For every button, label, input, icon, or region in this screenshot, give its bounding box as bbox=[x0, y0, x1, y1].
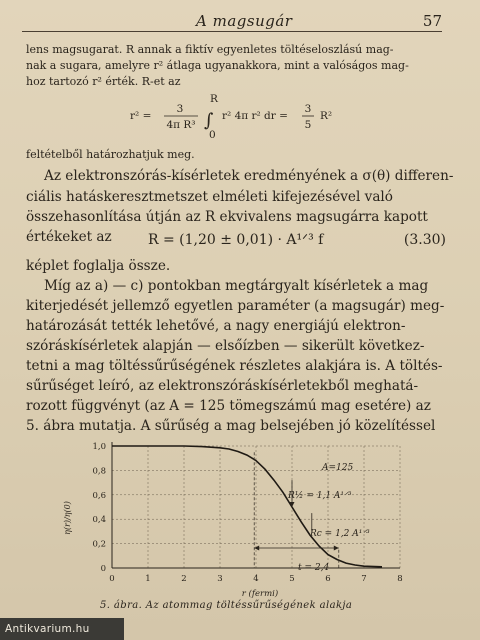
x-tick-label: 5 bbox=[289, 574, 295, 584]
x-tick-label: 4 bbox=[253, 574, 259, 584]
formula-rhs: R² bbox=[320, 110, 333, 122]
y-axis-label: η(r)/η(0) bbox=[63, 501, 72, 535]
annotation-r-half: R½ = 1,1 A¹ᐟ³ bbox=[288, 491, 352, 501]
text-line: értékeket az bbox=[26, 229, 112, 245]
x-tick-label: 1 bbox=[145, 574, 151, 584]
x-tick-label: 6 bbox=[325, 574, 331, 584]
formula-integrand: r² 4π r² dr = bbox=[222, 110, 288, 122]
text-line: rozott függvényt (az A = 125 tömegszámú mag esetére) az bbox=[26, 398, 431, 414]
y-tick-label: 0 bbox=[100, 564, 106, 574]
x-axis-label: r (fermi) bbox=[241, 589, 279, 599]
y-tick-label: 0,6 bbox=[92, 490, 106, 501]
page-number: 57 bbox=[422, 12, 442, 30]
running-title: A magsugár bbox=[196, 12, 293, 30]
integral-sign: ∫ bbox=[204, 110, 214, 131]
charge-density-figure bbox=[60, 438, 420, 600]
text-line: szóráskísérletek alapján — elsőízben — sikerült következ- bbox=[26, 338, 425, 354]
annotation-a125: A=125 bbox=[322, 463, 354, 473]
x-tick-label: 3 bbox=[217, 574, 223, 584]
text-line: Míg az a) — c) pontokban megtárgyalt kísérletek a mag bbox=[44, 278, 429, 294]
text-line: határozását tették lehetővé, a nagy energiájú elektron- bbox=[26, 318, 406, 334]
formula-lhs: r² = bbox=[130, 110, 152, 122]
text-line: feltételből határozhatjuk meg. bbox=[26, 148, 195, 161]
x-tick-label: 7 bbox=[361, 574, 367, 584]
annotation-rc: Rc = 1,2 A¹ᐟ³ bbox=[310, 529, 370, 539]
text-line: képlet foglalja össze. bbox=[26, 258, 171, 274]
text-line: sűrűséget leíró, az elektronszóráskísérletekből meghatá- bbox=[26, 378, 419, 394]
text-line: ciális hatáskeresztmetszet elméleti kifejezésével való bbox=[26, 189, 393, 205]
figure-caption: 5. ábra. Az atommag töltéssűrűségének alakja bbox=[100, 600, 353, 611]
equation-body: R = (1,20 ± 0,01) · A¹ᐟ³ f bbox=[148, 232, 324, 248]
y-tick-label: 1,0 bbox=[92, 442, 106, 452]
text-line: hoz tartozó r² érték. R-et az bbox=[26, 75, 181, 88]
text-line: kiterjedését jellemző egyetlen paraméter (a magsugár) meg- bbox=[26, 298, 445, 314]
y-tick-label: 0,4 bbox=[92, 515, 106, 526]
formula-num2: 3 bbox=[304, 103, 312, 115]
text-line: nak a sugara, amelyre r² átlaga ugyanakkora, mint a valóságos mag- bbox=[26, 59, 409, 72]
x-tick-label: 2 bbox=[181, 574, 187, 584]
annotation-t: t = 2,4 bbox=[298, 563, 330, 573]
formula-den2: 5 bbox=[304, 119, 312, 131]
integral-upper: R bbox=[210, 93, 218, 105]
text-line: Az elektronszórás-kísérletek eredményének a σ(θ) differen- bbox=[44, 168, 454, 184]
formula-den1: 4π R³ bbox=[166, 119, 196, 131]
equation-3-30 bbox=[26, 232, 446, 254]
x-tick-label: 8 bbox=[397, 574, 403, 584]
integral-lower: 0 bbox=[209, 129, 216, 141]
x-tick-label: 0 bbox=[109, 574, 115, 584]
formula-num1: 3 bbox=[176, 103, 184, 115]
page-header bbox=[0, 12, 480, 30]
text-line: összehasonlítása útján az R ekvivalens magsugárra kapott bbox=[26, 209, 428, 225]
text-line: tetni a mag töltéssűrűségének részletes alakjára is. A töltés- bbox=[26, 358, 443, 374]
header-rule bbox=[22, 31, 442, 32]
charge-density-chart bbox=[60, 438, 420, 600]
watermark-logo: Antikvarium.hu bbox=[0, 618, 124, 640]
text-line: 5. ábra mutatja. A sűrűség a mag belsejében jó közelítéssel bbox=[26, 418, 436, 434]
y-tick-label: 0,8 bbox=[92, 466, 106, 477]
y-tick-label: 0,2 bbox=[92, 539, 106, 550]
integral-formula bbox=[130, 92, 390, 142]
equation-number: (3.30) bbox=[403, 232, 446, 248]
text-line: lens magsugarat. R annak a fiktív egyenletes töltéseloszlású mag- bbox=[26, 43, 394, 56]
